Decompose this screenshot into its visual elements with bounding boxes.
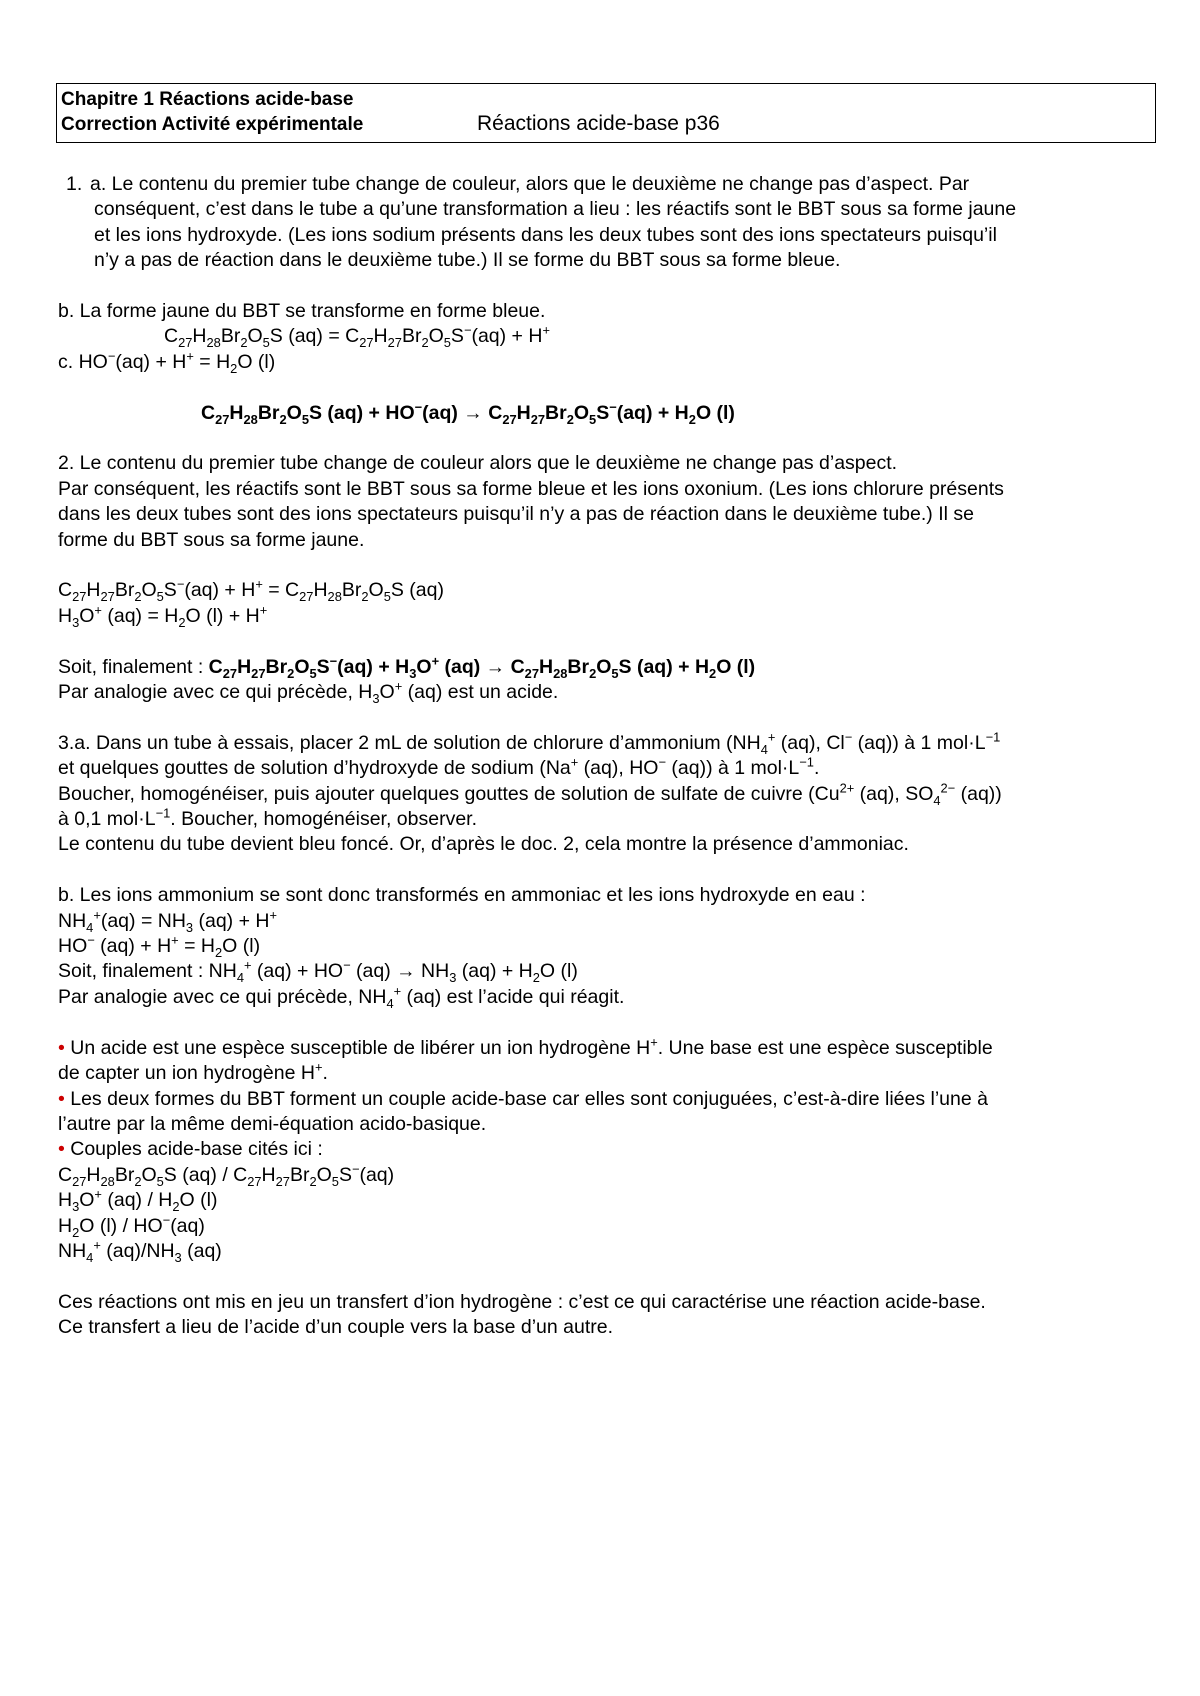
part-3a-line-4: à 0,1 $mol\cdot L^{-1}$. Boucher, homogénéiser, observer. xyxy=(58,805,478,831)
part-2-analogy: Par analogie avec ce qui précède, $H_3O^+$ (aq) est un acide. xyxy=(58,678,559,706)
part-2-equation-2: $H_3O^+$ $(aq) = H_2O$ (l) + H+ xyxy=(58,602,268,630)
part-2-line-3: dans les deux tubes sont des ions spectateurs puisqu’il n’y a pas de réaction dans le deuxième tube.) Il se xyxy=(58,503,974,526)
conclusion-line-1: Ces réactions ont mis en jeu un transfert d’ion hydrogène : c’est ce qui caractérise une réaction acide-base. xyxy=(58,1290,986,1313)
couple-1: $C_{27}H_{28}Br_2O_5S$ $(aq) / C_{27}H_{27}Br_2O_5S^-(aq)$ xyxy=(58,1161,395,1189)
part-2-equation-1: $C_{27}H_{27}Br_2O_5S^-(aq) + H^+ = C_{27}H_{28}Br_2O_5S$ (aq) xyxy=(58,576,444,605)
couple-2: $H_3O^+$ $(aq) / H_2O$ (l) xyxy=(58,1186,218,1215)
part-2-line-4: forme du BBT sous sa forme jaune. xyxy=(58,528,365,551)
part-3b-line-4: Soit, finalement : $NH_4^+$ (aq) + HO− $(aq) \to NH_3$ $(aq) + H_2O$ (l) xyxy=(58,957,578,986)
summary-bullet-1 xyxy=(58,1036,1158,1061)
part-2-final-equation: Soit, finalement : $C_{27}H_{27}Br_2O_5S^-(aq) + H_3O^+$ $(aq) \to C_{27}H_{28}Br_2O_5S$ $(aq) + H_2O$ (l) xyxy=(58,653,756,681)
bullet-icon: • xyxy=(58,1138,65,1161)
summary-bullet-2 xyxy=(58,1087,1158,1112)
item-number: 1. xyxy=(66,173,83,195)
summary-bullet-1-cont: de capter un ion hydrogène H+. xyxy=(58,1059,328,1085)
part-1b-equation: $C_{27}H_{28}Br_2O_5S$ $(aq) = C_{27}H_{27}Br_2O_5S^-(aq) + H^+$ xyxy=(164,322,550,351)
part-3a-line-1: 3.a. Dans un tube à essais, placer 2 mL de solution de chlorure d’ammonium ($NH_4^+$ (aq), Cl− (aq)) à 1 $mol\cdot L^{-1}$ xyxy=(58,729,1001,757)
conclusion-line-2: Ce transfert a lieu de l’acide d’un couple vers la base d’un autre. xyxy=(58,1316,613,1339)
chapter-title: Chapitre 1 Réactions acide-base xyxy=(61,89,354,110)
part-1a-line-4: n’y a pas de réaction dans le deuxième tube.) Il se forme du BBT sous sa forme bleue. xyxy=(94,249,841,272)
part-3b-line-1: b. Les ions ammonium se sont donc transformés en ammoniac et les ions hydroxyde en eau : xyxy=(58,884,866,907)
couple-3: $H_2O$ (l) / HO−(aq) xyxy=(58,1212,205,1240)
part-3a-line-2: et quelques gouttes de solution d’hydroxyde de sodium (Na+ (aq), HO− (aq)) à 1 $mol\cdot L^{-1}$. xyxy=(58,754,820,780)
part-2-line-1: 2. Le contenu du premier tube change de couleur alors que le deuxième ne change pas d’aspect. xyxy=(58,452,898,475)
part-1a xyxy=(58,172,1158,274)
part-2-line-2: Par conséquent, les réactifs sont le BBT sous sa forme bleue et les ions oxonium. (Les ions chlorure présents xyxy=(58,477,1004,500)
part-1b-text: b. La forme jaune du BBT se transforme en forme bleue. xyxy=(58,300,546,323)
correction-title: Correction Activité expérimentale xyxy=(61,114,364,135)
part-3a-line-5: Le contenu du tube devient bleu foncé. Or, d’après le doc. 2, cela montre la présence d’ammoniac. xyxy=(58,833,909,856)
bullet-icon: • xyxy=(58,1087,65,1110)
summary-bullet-3-text: Couples acide-base cités ici : xyxy=(64,1138,323,1161)
summary-bullet-1-text: Un acide est une espèce susceptible de libérer un ion hydrogène H+. Une base est une espèce susceptible xyxy=(64,1034,993,1059)
part-3b-line-3: HO− $(aq) + H^+ = H_2O$ (l) xyxy=(58,932,261,960)
document-body xyxy=(58,172,1158,1341)
part-1a-line-1: a. Le contenu du premier tube change de couleur, alors que le deuxième ne change pas d’aspect. Par xyxy=(90,173,970,195)
bullet-icon: • xyxy=(58,1036,65,1059)
part-3b-line-2: $NH_4^+(aq) = NH_3$ (aq) + H+ xyxy=(58,907,277,935)
header-box xyxy=(56,83,1156,143)
part-1c-equation: c. $HO^-(aq) + H^+ = H_2O$ (l) xyxy=(58,348,276,376)
summary-bullet-2-cont: l’autre par la même demi-équation acido-basique. xyxy=(58,1112,487,1135)
activity-title: Réactions acide-base p36 xyxy=(477,112,720,135)
part-3b-line-5: Par analogie avec ce qui précède, $NH_4^+$ (aq) est l’acide qui réagit. xyxy=(58,983,625,1011)
part-1a-line-3: et les ions hydroxyde. (Les ions sodium présents dans les deux tubes sont des ions spectateurs puisqu’il xyxy=(94,223,997,246)
part-1a-line-2: conséquent, c’est dans le tube a qu’une transformation a lieu : les réactifs sont le BBT sous sa forme jaune xyxy=(94,198,1017,221)
part-1-balance-equation: $C_{27}H_{28}Br_2O_5S$ $(aq) + HO^-(aq) \to C_{27}H_{27}Br_2O_5S^-(aq) + H_2O$ (l) xyxy=(201,399,735,427)
summary-bullet-3 xyxy=(58,1137,1158,1162)
couple-4: $NH_4^+$ $(aq)/NH_3$ (aq) xyxy=(58,1237,222,1265)
part-3a-line-3: Boucher, homogénéiser, puis ajouter quelques gouttes de solution de sulfate de cuivre ($Cu^{2+}$ (aq), $SO_4^{2-}$ (aq)) xyxy=(58,780,1002,808)
summary-bullet-2-text: Les deux formes du BBT forment un couple acide-base car elles sont conjuguées, c’est-à-dire liées l’une à xyxy=(64,1087,988,1110)
